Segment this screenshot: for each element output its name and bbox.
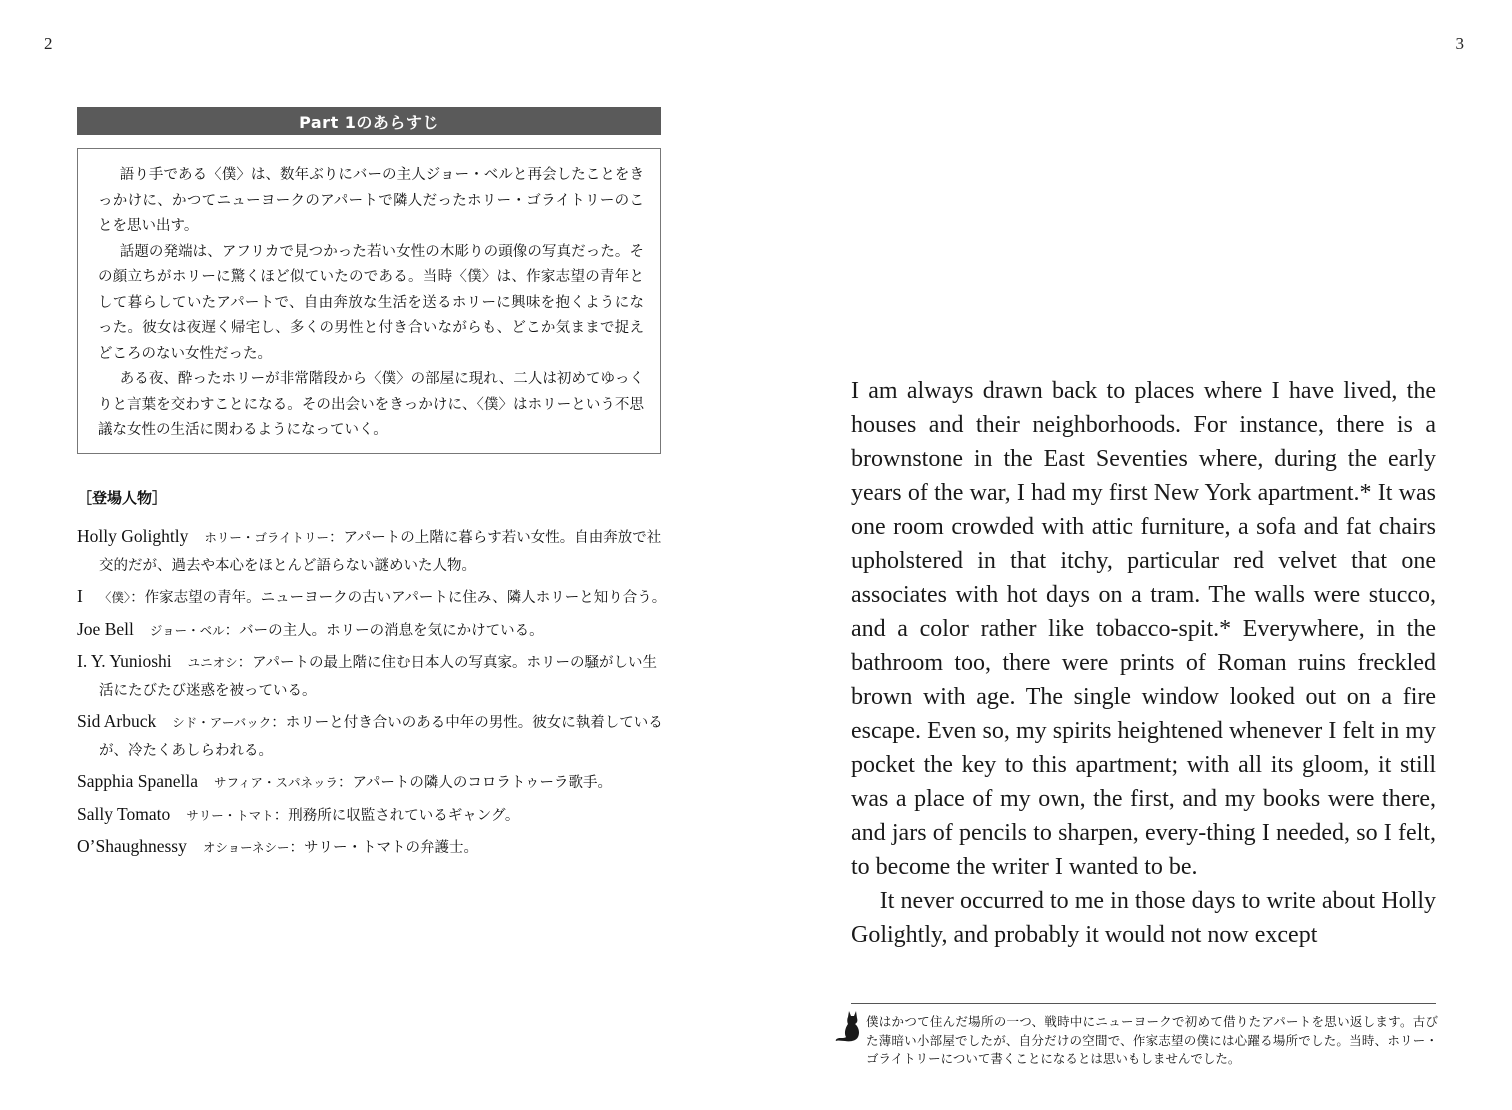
cast-description: ：アパートの最上階に住む日本人の写真家。ホリーの騒がしい生活にたびたび迷惑を被っている。: [99, 655, 658, 699]
novel-paragraph: I am always drawn back to places where I have lived, the houses and their neighborhoods. For instance, there is a brownstone in the East Seventies where, during the early years of the war, I had my first New York apartment.* It was one room crowded with attic furniture, a sofa and fat chairs upholstered in that itchy, particular red velvet that one associates with hot days on a tram. The walls were stucco, and a color rather like tobacco-spit.* Everywhere, in the bathroom too, there were prints of Roman ruins freckled brown with age. The single window looked out on a fire escape. Even so, my spirits heightened whenever I felt in my pocket the key to this apartment; with all its gloom, it still was a place of my own, the first, and my books were there, and jars of pencils to sharpen, every-thing I needed, so I felt, to become the writer I wanted to be.: [851, 378, 1436, 880]
cast-item: [77, 584, 667, 612]
cast-name: I: [77, 586, 83, 606]
cast-ja-name: 〈僕〉: [98, 590, 131, 605]
footnote-divider: [851, 1003, 1436, 1004]
cast-ja-name: サフィア・スパネッラ: [214, 775, 339, 790]
cast-ja-name: ジョー・ベル: [149, 622, 225, 638]
cast-name: Sally Tomato: [77, 803, 171, 824]
cast-item: [77, 769, 667, 797]
cast-ja-name: ユニオシ: [187, 655, 238, 670]
synopsis-paragraph: 話題の発端は、アフリカで見つかった若い女性の木彫りの頭像の写真だった。その顔立ちがホリーに驚くほど似ていたのである。当時〈僕〉は、作家志望の青年として暮らしていたアパートで、自由奔放な生活を送るホリーに興味を抱くようになった。彼女は夜遅く帰宅し、多くの男性と付き合いながらも、どこか気ままで捉えどころのない女性だった。: [98, 243, 644, 362]
novel-text: [851, 374, 1436, 952]
cast-description: ：サリー・トマトの弁護士。: [289, 840, 478, 856]
page-number-left: 2: [44, 34, 53, 53]
cat-icon: [833, 1008, 863, 1044]
footnote-text: 僕はかつて住んだ場所の一つ、戦時中にニューヨークで初めて借りたアパートを思い返します。古びた薄暗い小部屋でしたが、自分だけの空間で、作家志望の僕には心躍る場所でした。当時、ホリー・ゴライトリーについて書くことになるとは思いもしませんでした。: [866, 1014, 1438, 1066]
cast-description: ：刑務所に収監されているギャング。: [273, 807, 520, 824]
synopsis-title: Part 1のあらすじ: [77, 107, 661, 135]
synopsis-paragraph: ある夜、酔ったホリーが非常階段から〈僕〉の部屋に現れ、二人は初めてゆっくりと言葉を交わすことになる。その出会いをきっかけに、〈僕〉はホリーという不思議な女性の生活に関わるようになっていく。: [98, 371, 644, 438]
cast-description: ：アパートの隣人のコロラトゥーラ歌手。: [338, 775, 613, 791]
novel-paragraph: It never occurred to me in those days to write about Holly Golightly, and probably it would not now except: [851, 888, 1436, 948]
cast-heading: ［登場人物］: [77, 489, 168, 507]
cast-ja-name: ホリー・ゴライトリー: [204, 530, 329, 545]
cast-name: O’Shaughnessy: [77, 836, 187, 856]
cast-list: [77, 524, 667, 867]
cast-description: ：バーの主人。ホリーの消息を気にかけている。: [224, 622, 544, 639]
synopsis-paragraph: 語り手である〈僕〉は、数年ぶりにバーの主人ジョー・ベルと再会したことをきっかけに、かつてニューヨークのアパートで隣人だったホリー・ゴライトリーのことを思い出す。: [98, 167, 644, 234]
cast-name: Joe Bell: [77, 618, 134, 639]
cast-description: ：ホリーと付き合いのある中年の男性。彼女に執着しているが、冷たくあしらわれる。: [99, 715, 663, 759]
cast-name: Holly Golightly: [77, 526, 189, 546]
cast-item: [77, 617, 667, 645]
cast-item: [77, 709, 667, 764]
cast-description: ：作家志望の青年。ニューヨークの古いアパートに住み、隣人ホリーと知り合う。: [130, 590, 667, 606]
page-number-right: 3: [1455, 34, 1464, 53]
cast-item: [77, 524, 667, 579]
cast-name: Sid Arbuck: [77, 711, 157, 731]
cast-ja-name: オショーネシー: [202, 840, 290, 855]
cast-item: [77, 834, 667, 862]
synopsis-box: [77, 148, 661, 454]
cast-name: I. Y. Yunioshi: [77, 651, 172, 671]
cast-name: Sapphia Spanella: [77, 771, 199, 791]
cast-description: ：アパートの上階に暮らす若い女性。自由奔放で社交的だが、過去や本心をほとんど語らない謎めいた人物。: [99, 530, 662, 574]
cast-ja-name: シド・アーバック: [172, 715, 272, 730]
cast-item: [77, 649, 667, 704]
cast-item: [77, 802, 667, 830]
cast-ja-name: サリー・トマト: [186, 807, 274, 823]
